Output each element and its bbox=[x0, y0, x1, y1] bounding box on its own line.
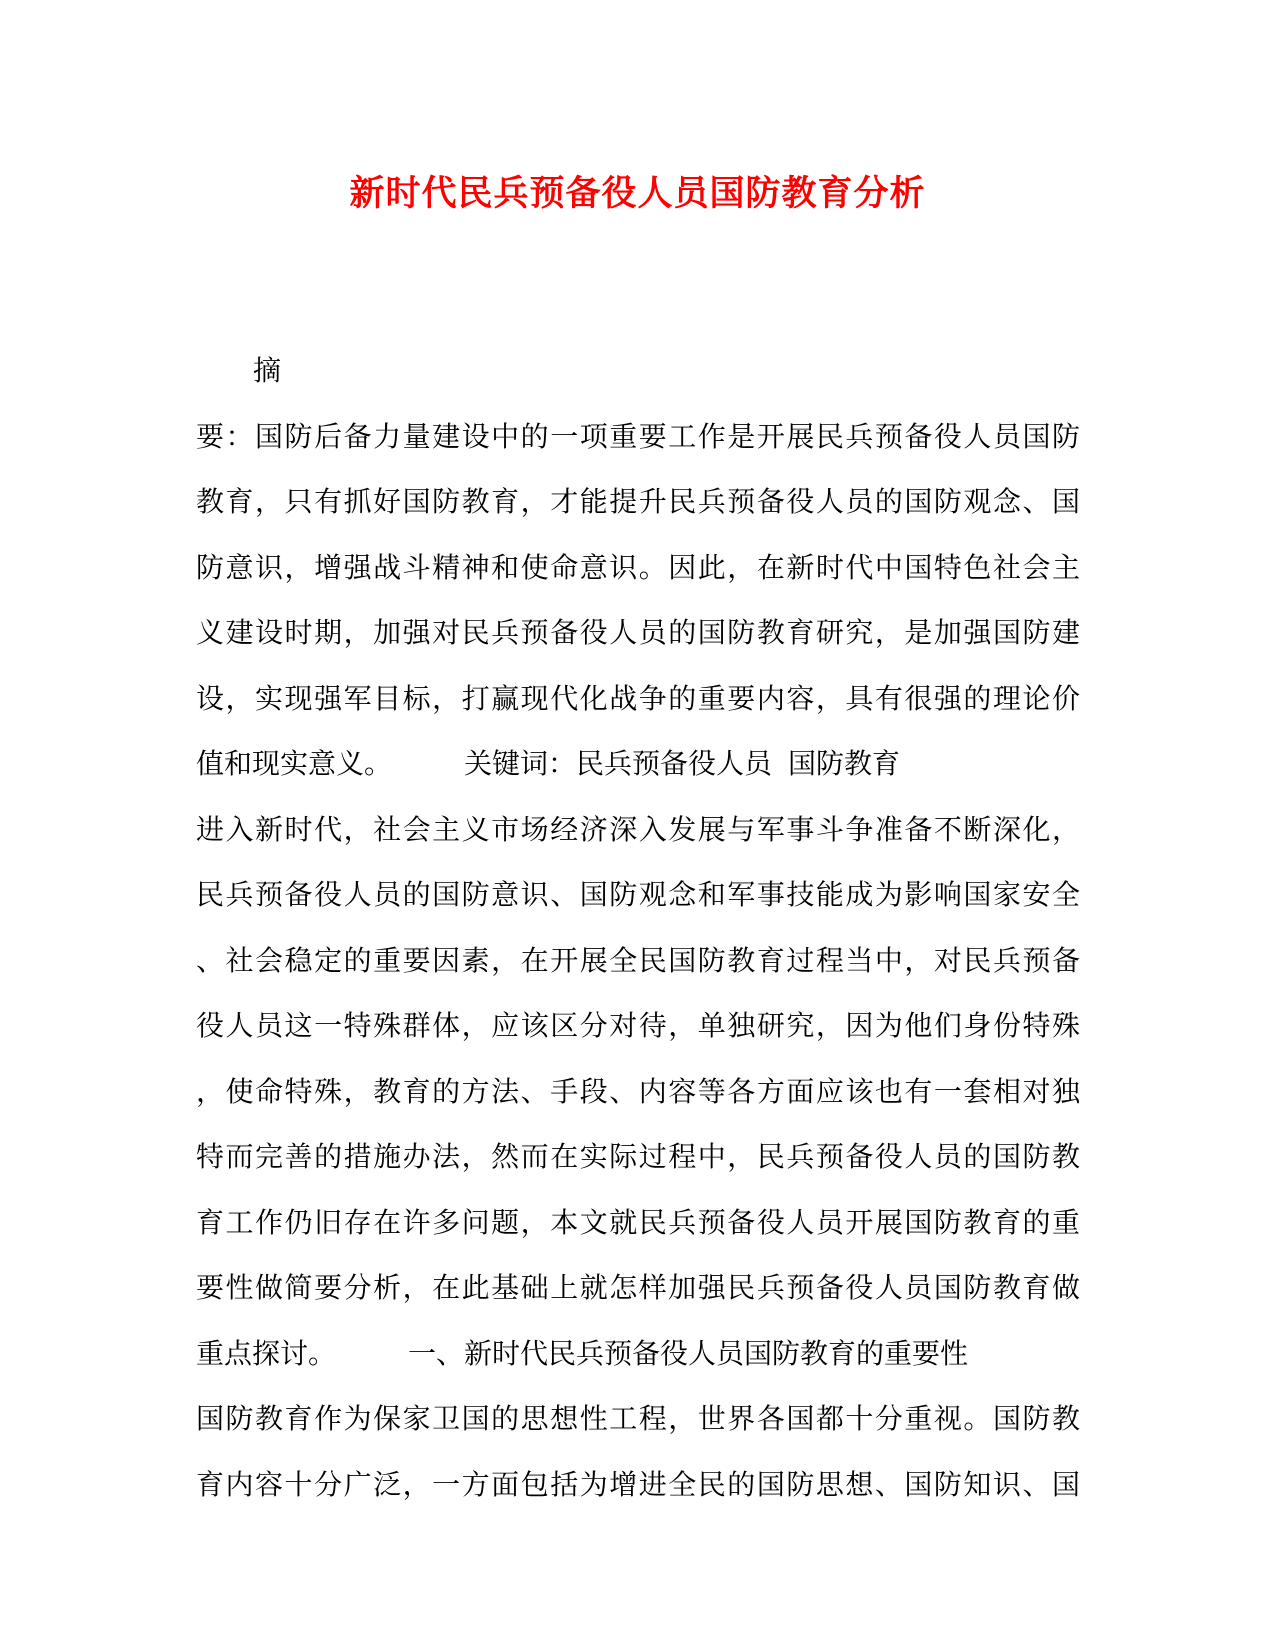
document-title: 新时代民兵预备役人员国防教育分析 bbox=[349, 173, 926, 214]
body-line: 进入新时代，社会主义市场经济深入发展与军事斗争准备不断深化， bbox=[196, 812, 1080, 846]
body-line: 教育，只有抓好国防教育，才能提升民兵预备役人员的国防观念、国 bbox=[196, 485, 1080, 518]
abstract-label: 摘 bbox=[253, 354, 282, 387]
body-line: 育内容十分广泛，一方面包括为增进全民的国防思想、国防知识、国 bbox=[196, 1467, 1080, 1501]
intro-end: 重点探讨。 bbox=[196, 1336, 337, 1370]
body-line: 育工作仍旧存在许多问题，本文就民兵预备役人员开展国防教育的重 bbox=[196, 1205, 1080, 1239]
body-line: 设，实现强军目标，打赢现代化战争的重要内容，具有很强的理论价 bbox=[196, 681, 1080, 715]
body-line: 要：国防后备力量建设中的一项重要工作是开展民兵预备役人员国防 bbox=[196, 419, 1080, 453]
body-line: 义建设时期，加强对民兵预备役人员的国防教育研究，是加强国防建 bbox=[196, 616, 1080, 649]
body-line: 役人员这一特殊群体，应该区分对待，单独研究，因为他们身份特殊 bbox=[196, 1009, 1080, 1042]
body-line: ，使命特殊，教育的方法、手段、内容等各方面应该也有一套相对独 bbox=[196, 1074, 1080, 1108]
body-line: 防意识，增强战斗精神和使命意识。因此，在新时代中国特色社会主 bbox=[196, 550, 1080, 584]
abstract-end-keywords-line bbox=[196, 731, 1080, 797]
body-line: 特而完善的措施办法，然而在实际过程中，民兵预备役人员的国防教 bbox=[196, 1140, 1080, 1173]
document-body bbox=[196, 338, 1080, 1517]
keywords-value: 国防教育 bbox=[788, 747, 901, 780]
abstract-end: 值和现实意义。 bbox=[196, 747, 393, 780]
body-line: 国防教育作为保家卫国的思想性工程，世界各国都十分重视。国防教 bbox=[196, 1402, 1080, 1435]
intro-end-section-heading-line bbox=[196, 1321, 1080, 1387]
abstract-label-line bbox=[196, 338, 1080, 404]
body-line: 民兵预备役人员的国防意识、国防观念和军事技能成为影响国家安全 bbox=[196, 878, 1080, 911]
body-line: 要性做简要分析，在此基础上就怎样加强民兵预备役人员国防教育做 bbox=[196, 1271, 1080, 1304]
section-heading: 一、新时代民兵预备役人员国防教育的重要性 bbox=[408, 1336, 969, 1370]
body-line: 、社会稳定的重要因素，在开展全民国防教育过程当中，对民兵预备 bbox=[196, 943, 1080, 977]
keywords-label: 关键词：民兵预备役人员 bbox=[464, 747, 773, 780]
